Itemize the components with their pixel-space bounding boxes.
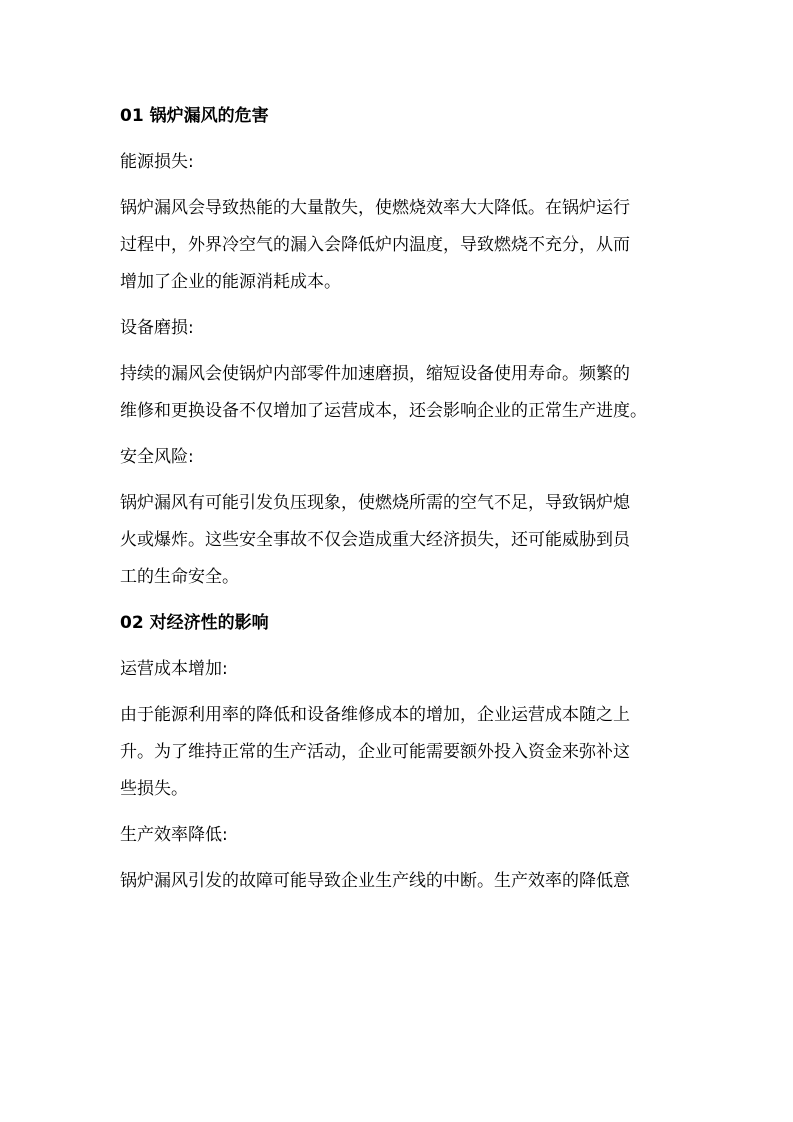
paragraph-line: 锅炉漏风有可能引发负压现象，使燃烧所需的空气不足，导致锅炉熄 bbox=[120, 493, 630, 513]
section-heading: 02 对经济性的影响 bbox=[120, 613, 269, 633]
subsection-label-production-efficiency: 生产效率降低: bbox=[120, 825, 228, 845]
paragraph-equipment-wear bbox=[120, 358, 680, 427]
section-boiler-leak-hazards bbox=[120, 100, 680, 593]
section-heading: 01 锅炉漏风的危害 bbox=[120, 106, 269, 126]
paragraph-line: 锅炉漏风会导致热能的大量散失，使燃烧效率大大降低。在锅炉运行 bbox=[120, 198, 630, 218]
paragraph-line: 锅炉漏风引发的故障可能导致企业生产线的中断。生产效率的降低意 bbox=[120, 871, 630, 891]
section-economic-impact bbox=[120, 607, 680, 897]
subsection-label-energy-loss: 能源损失: bbox=[120, 152, 194, 172]
paragraph-line: 过程中，外界冷空气的漏入会降低炉内温度，导致燃烧不充分，从而 bbox=[120, 235, 630, 255]
paragraph-line: 由于能源利用率的降低和设备维修成本的增加，企业运营成本随之上 bbox=[120, 705, 630, 725]
paragraph-line: 工的生命安全。 bbox=[120, 567, 239, 587]
paragraph-line: 些损失。 bbox=[120, 779, 188, 799]
paragraph-production-efficiency bbox=[120, 865, 680, 897]
paragraph-energy-loss bbox=[120, 192, 680, 298]
subsection-label-operating-cost: 运营成本增加: bbox=[120, 659, 228, 679]
document-page bbox=[120, 100, 680, 911]
paragraph-line: 火或爆炸。这些安全事故不仅会造成重大经济损失，还可能威胁到员 bbox=[120, 530, 630, 550]
paragraph-safety-risk bbox=[120, 487, 680, 593]
paragraph-line: 升。为了维持正常的生产活动，企业可能需要额外投入资金来弥补这 bbox=[120, 742, 630, 762]
paragraph-line: 维修和更换设备不仅增加了运营成本，还会影响企业的正常生产进度。 bbox=[120, 401, 647, 421]
subsection-label-safety-risk: 安全风险: bbox=[120, 447, 194, 467]
subsection-label-equipment-wear: 设备磨损: bbox=[120, 318, 194, 338]
paragraph-operating-cost bbox=[120, 699, 680, 805]
paragraph-line: 持续的漏风会使锅炉内部零件加速磨损，缩短设备使用寿命。频繁的 bbox=[120, 364, 630, 384]
paragraph-line: 增加了企业的能源消耗成本。 bbox=[120, 272, 341, 292]
